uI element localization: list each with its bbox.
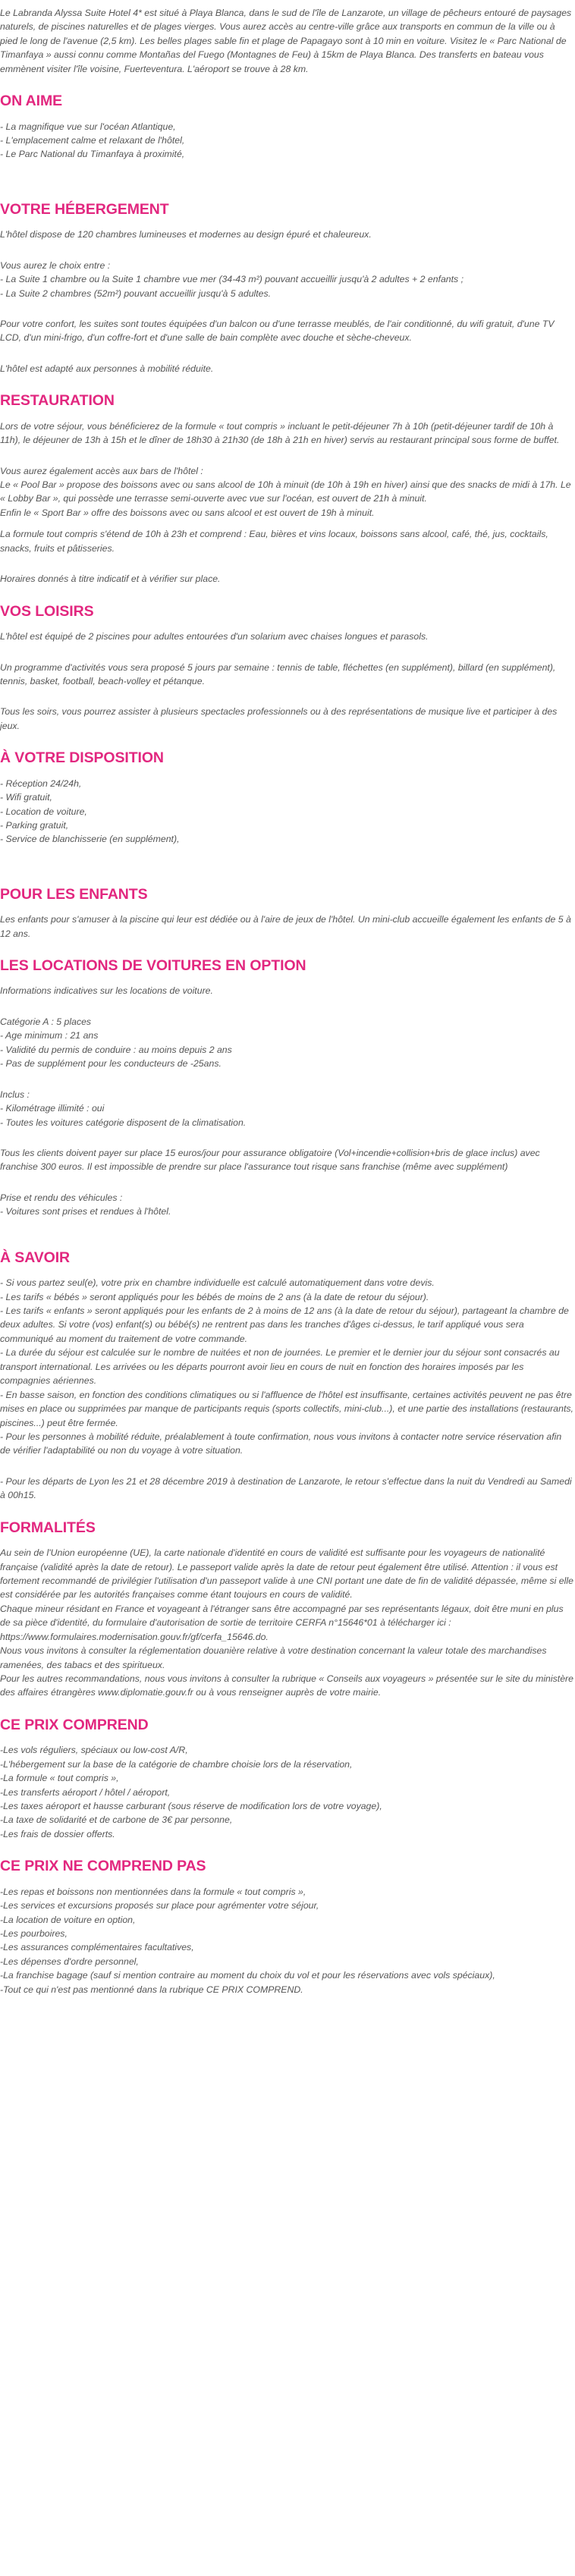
inclus-label: Inclus : (0, 1089, 30, 1100)
list-item: -La taxe de solidarité et de carbone de 3€ par personne, (0, 1814, 233, 1826)
list-item: - Toutes les voitures catégorie disposent de la climatisation. (0, 1117, 247, 1128)
restauration-bars (0, 464, 573, 520)
bars-intro: Vous aurez également accès aux bars de l'hôtel : (0, 465, 203, 476)
list-item: -Tout ce qui n'est pas mentionné dans la rubrique CE PRIX COMPREND. (0, 1984, 303, 1995)
list-item: - La durée du séjour est calculée sur le nombre de nuitées et non de journées. Le premier et le dernier jour du séjour sont consacrés au transport international. Les arrivées ou les départs pourront avoir lieu en cours de nuit en fonction des horaires imposés par les compagnies aériennes. (0, 1347, 560, 1387)
list-item: - Les tarifs « enfants » seront appliqués pour les enfants de 2 à moins de 12 ans (à la date de retour du séjour), partageant la chambre de deux adultes. Si votre (vos) enfant(s) ou bébé(s) ne rentrent pas dans les tranches d'âges ci-dessus, le tarif appliqué vous sera communiqué au moment du traitement de votre commande. (0, 1305, 569, 1344)
list-item: - Si vous partez seul(e), votre prix en chambre individuelle est calculé automatiquement dans votre devis. (0, 1277, 435, 1289)
prix-comprend-list (0, 1743, 573, 1841)
choice-intro: Vous aurez le choix entre : (0, 259, 111, 271)
voitures-assurance: Tous les clients doivent payer sur place 15 euros/jour pour assurance obligatoire (Vol+incendie+collision+bris de glace inclus) avec franchise 300 euros. Il est impossible de prendre sur place l'assurance tout risque sans franchise (même avec supplément) (0, 1147, 540, 1173)
list-item: - Kilométrage illimité : oui (0, 1103, 105, 1114)
list-item: -Les dépenses d'ordre personnel, (0, 1956, 139, 1967)
list-item: -Les services et excursions proposés sur place pour agrémenter votre séjour, (0, 1900, 319, 1912)
voitures-categorie (0, 1015, 573, 1071)
bars-text: Le « Pool Bar » propose des boissons avec ou sans alcool de 10h à minuit (de 10h à 19h en hiver) ainsi que des snacks de midi à 17h. Le « Lobby Bar », qui possède une terrasse semi-ouverte avec vue sur l'océan, est ouvert de 21h à minuit. (0, 479, 571, 504)
restauration-paragraph: Lors de votre séjour, vous bénéficierez de la formule « tout compris » incluant le petit-déjeuner 7h à 10h (petit-déjeuner tardif de 10h à 11h), le déjeuner de 13h à 15h et le dîner de 18h30 à 21h30 (de 18h à 21h en hiver) servis au restaurant principal sous forme de buffet. (0, 420, 560, 446)
section-title-on-aime: ON AIME (0, 93, 62, 110)
list-item: - Service de blanchisserie (en supplément), (0, 834, 180, 845)
formalites-text (0, 1546, 573, 1700)
loisirs-paragraph: L'hôtel est équipé de 2 piscines pour adultes entourées d'un solarium avec chaises longues et parasols. (0, 631, 429, 642)
section-title-prix-ne-comprend: CE PRIX NE COMPREND PAS (0, 1858, 206, 1875)
list-item: -Les transferts aéroport / hôtel / aéroport, (0, 1786, 171, 1798)
list-item: - La Suite 1 chambre ou la Suite 1 chambre vue mer (34-43 m²) pouvant accueillir jusqu'à 2 adultes + 2 enfants ; (0, 274, 464, 285)
list-item: - Voitures sont prises et rendues à l'hôtel. (0, 1206, 171, 1217)
list-item: - La magnifique vue sur l'océan Atlantique, (0, 121, 176, 132)
intro-paragraph: Le Labranda Alyssa Suite Hotel 4* est situé à Playa Blanca, dans le sud de l'île de Lanzarote, un village de pêcheurs entouré de paysages naturels, de piscines naturelles et de plages vierges. Vous aurez accès au centre-ville grâce aux transports en commun de la ville ou à pied le long de l'avenue (2,5 km). Les belles plages sable fin et plage de Papagayo sont à 10 min en voiture. Visitez le « Parc National de Timanfaya » aussi connu comme Montañas del Fuego (Montagnes de Feu) à 15km de Playa Blanca. Des transferts en bateau vous emmènent visiter l'île voisine, Fuerteventura. L'aéroport se trouve à 28 km. (0, 8, 572, 74)
bars-text: Enfin le « Sport Bar » offre des boissons avec ou sans alcool et est ouvert de 19h à minuit. (0, 507, 375, 518)
list-item: -Les pourboires, (0, 1928, 68, 1940)
list-item: - Pour les personnes à mobilité réduite, préalablement à toute confirmation, nous vous invitons à contacter notre service réservation afin de vérifier l'adaptabilité ou non du voyage à votre situation. (0, 1431, 562, 1456)
hebergement-paragraph: Pour votre confort, les suites sont toutes équipées d'un balcon ou d'une terrasse meublés, de l'air conditionné, du wifi gratuit, d'une TV LCD, d'un mini-frigo, d'un coffre-fort et d'une salle de bain complète avec douche et sèche-cheveux. (0, 319, 555, 344)
voitures-inclus (0, 1088, 573, 1129)
categorie-label: Catégorie A : 5 places (0, 1016, 92, 1027)
list-item: -La formule « tout compris », (0, 1773, 119, 1784)
section-title-hebergement: VOTRE HÉBERGEMENT (0, 200, 169, 218)
list-item: -La location de voiture en option, (0, 1914, 136, 1925)
section-title-prix-comprend: CE PRIX COMPREND (0, 1716, 149, 1733)
list-item: - Réception 24/24h, (0, 778, 82, 789)
list-item: - En basse saison, en fonction des conditions climatiques ou si l'affluence de l'hôtel est insuffisante, certaines activités peuvent ne pas être mises en place ou supprimées par manque de participants requis (sports collectifs, mini-club...), et une partie des installations (restaurants, piscines...) peut être fermée. (0, 1389, 573, 1428)
hebergement-choice (0, 259, 573, 300)
loisirs-paragraph: Un programme d'activités vous sera proposé 5 jours par semaine : tennis de table, fléchettes (en supplément), billard (en supplément), tennis, basket, football, beach-volley et pétanque. (0, 661, 556, 686)
disposition-list (0, 777, 573, 847)
list-item: - Pas de supplément pour les conducteurs de -25ans. (0, 1058, 222, 1070)
enfants-paragraph: Les enfants pour s'amuser à la piscine qui leur est dédiée ou à l'aire de jeux de l'hôtel. Un mini-club accueille également les enfants de 5 à 12 ans. (0, 914, 571, 939)
list-item: - Validité du permis de conduire : au moins depuis 2 ans (0, 1044, 232, 1055)
loisirs-paragraph: Tous les soirs, vous pourrez assister à plusieurs spectacles professionnels ou à des représentations de musique live et participer à des jeux. (0, 706, 558, 731)
list-item: - Age minimum : 21 ans (0, 1030, 99, 1041)
on-aime-list (0, 120, 573, 162)
prix-ne-comprend-list (0, 1885, 573, 1997)
list-item: -Les taxes aéroport et hausse carburant (sous réserve de modification lors de votre voyage), (0, 1801, 382, 1812)
prise-label: Prise et rendu des véhicules : (0, 1192, 123, 1203)
section-title-enfants: POUR LES ENFANTS (0, 885, 148, 903)
formalites-line: Pour les autres recommandations, nous vous invitons à consulter la rubrique « Conseils aux voyageurs » présentée sur le site du ministère des affaires étrangères www.diplomatie.gouv.fr ou à vous renseigner auprès de votre mairie. (0, 1673, 573, 1698)
hebergement-paragraph: L'hôtel dispose de 120 chambres lumineuses et modernes au design épuré et chaleureux. (0, 229, 372, 240)
restauration-paragraph: Horaires donnés à titre indicatif et à vérifier sur place. (0, 573, 221, 585)
list-item: -L'hébergement sur la base de la catégorie de chambre choisie lors de la réservation, (0, 1758, 353, 1770)
list-item: -Les frais de dossier offerts. (0, 1828, 115, 1839)
section-title-restauration: RESTAURATION (0, 392, 115, 410)
section-title-savoir: À SAVOIR (0, 1249, 71, 1266)
voitures-paragraph: Informations indicatives sur les locations de voiture. (0, 985, 213, 997)
list-item: - La Suite 2 chambres (52m²) pouvant accueillir jusqu'à 5 adultes. (0, 287, 272, 299)
list-item: - Location de voiture, (0, 806, 87, 817)
restauration-paragraph: La formule tout compris s'étend de 10h à 23h et comprend : Eau, bières et vins locaux, boissons sans alcool, café, thé, jus, cocktails, snacks, fruits et pâtisseries. (0, 529, 548, 554)
list-item: -Les repas et boissons non mentionnées dans la formule « tout compris », (0, 1886, 306, 1897)
list-item: - L'emplacement calme et relaxant de l'hôtel, (0, 135, 185, 146)
section-title-voitures: LES LOCATIONS DE VOITURES EN OPTION (0, 957, 306, 975)
formalites-line: Nous vous invitons à consulter la réglementation douanière relative à votre destination concernant la valeur totale des marchandises ramenées, des tabacs et des spiritueux. (0, 1645, 547, 1670)
savoir-lyon: - Pour les départs de Lyon les 21 et 28 décembre 2019 à destination de Lanzarote, le retour s'effectue dans la nuit du Vendredi au Samedi à 00h15. (0, 1475, 572, 1501)
voitures-prise (0, 1191, 573, 1219)
list-item: -Les vols réguliers, spéciaux ou low-cost A/R, (0, 1745, 188, 1756)
hebergement-paragraph: L'hôtel est adapté aux personnes à mobilité réduite. (0, 363, 214, 374)
list-item: -Les assurances complémentaires facultatives, (0, 1942, 194, 1953)
list-item: - Les tarifs « bébés » seront appliqués pour les bébés de moins de 2 ans (à la date de retour du séjour). (0, 1291, 429, 1302)
list-item: - Wifi gratuit, (0, 792, 52, 803)
section-title-disposition: À VOTRE DISPOSITION (0, 749, 164, 767)
formalites-line: Au sein de l'Union européenne (UE), la carte nationale d'identité en cours de validité est suffisante pour les voyageurs de nationalité française (validité après la date de retour). Le passeport valide après la date de retour peut également être utilisé. Attention : il vous est fortement recommandé de privilégier l'utilisation d'un passeport valide à une CNI portant une date de fin de validité dépassée, même si elle est considérée par les autorités françaises comme étant toujours en cours de validité. (0, 1547, 573, 1601)
list-item: -La franchise bagage (sauf si mention contraire au moment du choix du vol et pour les réservations avec vols spéciaux), (0, 1970, 495, 1981)
savoir-list (0, 1276, 573, 1458)
section-title-loisirs: VOS LOISIRS (0, 602, 94, 620)
list-item: - Parking gratuit, (0, 819, 69, 831)
formalites-line: Chaque mineur résidant en France et voyageant à l'étranger sans être accompagné par ses représentants légaux, doit être muni en plus de sa pièce d'identité, du formulaire d'autorisation de sortie de territoire CERFA n°15646*01 à télécharger ici : https://www.formulaires.modernisation.gouv.fr/gf/cerfa_15646.do. (0, 1603, 564, 1642)
list-item: - Le Parc National du Timanfaya à proximité, (0, 149, 185, 160)
section-title-formalites: FORMALITÉS (0, 1519, 96, 1536)
